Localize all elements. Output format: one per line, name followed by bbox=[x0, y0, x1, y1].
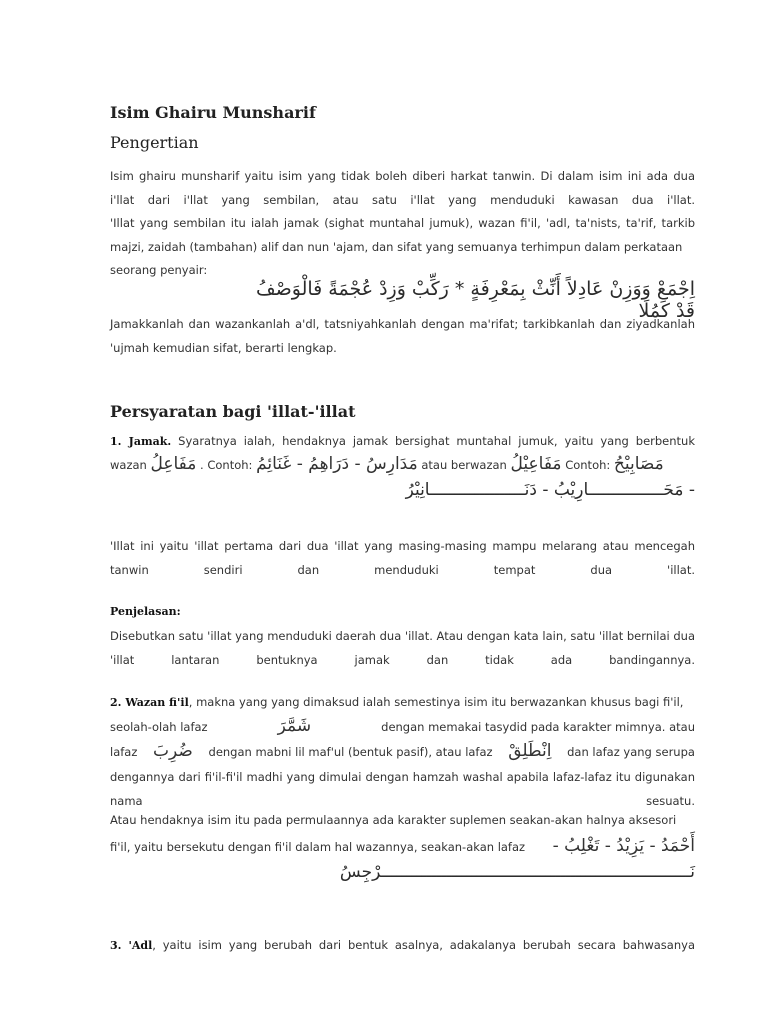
seolah-text: seolah-olah lafaz bbox=[110, 720, 208, 734]
paragraph-definition: Isim ghairu munsharif yaitu isim yang tidak boleh diberi harkat tanwin. Di dalam isim ini ada dua i'llat dari i'llat yang sembilan, atau satu i'llat yang menduduki kawasan dua i'llat. bbox=[110, 169, 695, 207]
item-jamak-line1 bbox=[110, 434, 695, 448]
arabic-suplemen: أَحْمَدُ - يَزِيْدُ - تَغْلِبُ - bbox=[552, 836, 695, 856]
penjelasan-label: Penjelasan: bbox=[110, 605, 181, 618]
arabic-mafaail: مَفَاعِلُ bbox=[150, 454, 197, 474]
arabic-duriba: ضُرِبَ bbox=[153, 741, 193, 761]
penyair-text: seorang penyair: bbox=[110, 263, 208, 277]
arabic-example-2a: مَصَابِيْحُ bbox=[613, 454, 664, 474]
arabic-shammar: شَمَّرَ bbox=[277, 716, 312, 736]
item-wazan-line1 bbox=[110, 695, 695, 709]
item-adl-line1 bbox=[110, 938, 695, 952]
item-wazan-text: , makna yang yang dimaksud ialah semestinya isim itu berwazankan khusus bagi fi'il, bbox=[188, 695, 684, 709]
paragraph-illat-tail bbox=[110, 263, 695, 277]
item-jamak-label: 1. Jamak. bbox=[110, 435, 172, 448]
item-jamak-line2 bbox=[110, 454, 695, 474]
item-wazan-line3 bbox=[110, 741, 695, 761]
page-title: Isim Ghairu Munsharif bbox=[110, 103, 316, 122]
section-heading-pengertian: Pengertian bbox=[110, 133, 199, 152]
contoh-label-1: . Contoh: bbox=[200, 458, 253, 472]
contoh-label-2: Contoh: bbox=[565, 458, 611, 472]
paragraph-wazan-rest: dengannya dari fi'il-fi'il madhi yang dimulai dengan hamzah washal apabila lafaz-lafaz itu digunakan nama sesuatu. bbox=[110, 770, 695, 808]
wazan-prefix: wazan bbox=[110, 458, 147, 472]
serupa-text: dan lafaz yang serupa bbox=[567, 745, 695, 759]
arabic-inthaliq: اِنْطَلِقْ bbox=[508, 741, 552, 761]
tasydid-text: dengan memakai tasydid pada karakter mimnya. atau bbox=[381, 720, 695, 734]
mabni-text: dengan mabni lil maf'ul (bentuk pasif), atau lafaz bbox=[208, 745, 493, 759]
paragraph-jamak-explanation: 'Illat ini yaitu 'illat pertama dari dua 'illat yang masing-masing mampu melarang atau mencegah tanwin sendiri dan menduduki tempat dua 'illat. bbox=[110, 539, 695, 577]
atau-berwazan: atau berwazan bbox=[421, 458, 507, 472]
lafaz-text: lafaz bbox=[110, 745, 138, 759]
paragraph-suplemen: Atau hendaknya isim itu pada permulaannya ada karakter suplemen seakan-akan halnya aksesori bbox=[110, 813, 677, 827]
arabic-suplemen-line2: نَــــــــــــــــــــــــــــــــــــــــــــــــــــــــــــــرْجِسُ bbox=[339, 862, 695, 882]
item-wazan-label: 2. Wazan fi'il bbox=[110, 696, 189, 709]
item-wazan-line2 bbox=[110, 716, 695, 736]
section-heading-persyaratan: Persyaratan bagi 'illat-'illat bbox=[110, 402, 356, 421]
item-adl-text: , yaitu isim yang berubah dari bentuk asalnya, adakalanya berubah secara bahwasanya bbox=[152, 938, 695, 952]
paragraph-suplemen-line2 bbox=[110, 836, 695, 856]
arabic-mafaiil: مَفَاعِيْلُ bbox=[510, 454, 562, 474]
item-jamak-text: Syaratnya ialah, hendaknya jamak bersighat muntahal jumuk, yaitu yang berbentuk bbox=[178, 434, 695, 448]
paragraph-illat-list: 'Illat yang sembilan itu ialah jamak (sighat muntahal jumuk), wazan fi'il, 'adl, ta'nists, ta'rif, tarkib majzi, zaidah (tambahan) alif dan nun 'ajam, dan sifat yang semuanya terhimpun dalam perkataan bbox=[110, 216, 695, 254]
item-adl-label: 3. 'Adl bbox=[110, 939, 153, 952]
paragraph-penjelasan: Disebutkan satu 'illat yang menduduki daerah dua 'illat. Atau dengan kata lain, satu 'illat bernilai dua 'illat lantaran bentuknya jamak dan tidak ada bandingannya. bbox=[110, 629, 695, 667]
suplemen-text: fi'il, yaitu bersekutu dengan fi'il dalam hal wazannya, seakan-akan lafaz bbox=[110, 840, 526, 854]
arabic-examples-1: مَدَارِسُ - دَرَاهِمُ - غَنَائِمُ bbox=[256, 454, 418, 474]
arabic-examples-line3: - مَحَـــــــــــــــارِيْبُ - دَنَـــــــــــــــــــانِيْرُ bbox=[405, 480, 695, 500]
paragraph-poem-translation: Jamakkanlah dan wazankanlah a'dl, tatsniyahkanlah dengan ma'rifat; tarkibkanlah dan ziyadkanlah 'ujmah kemudian sifat, berarti lengkap. bbox=[110, 317, 695, 355]
poem-arabic: اِجْمَعْ وَوَزِنْ عَادِلاً أَنِّثْ بِمَعْرِفَةٍ * رَكِّبْ وَزِدْ عُجْمَةً فَالْوَصْفُ قَدْ كَمُلَا bbox=[255, 278, 695, 322]
